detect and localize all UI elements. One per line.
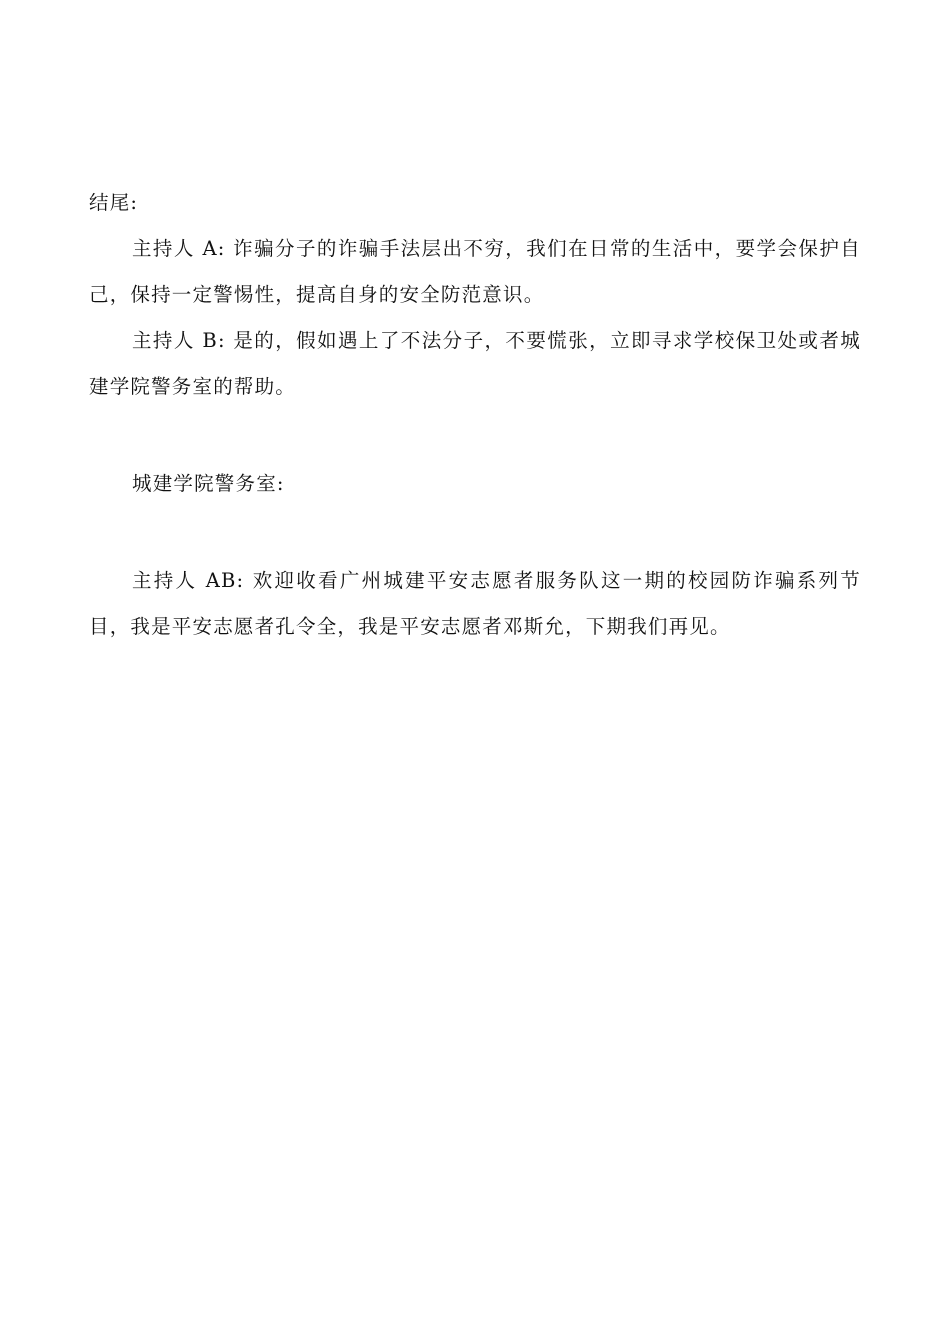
speaker-label: 主持人 AB: (132, 569, 245, 592)
paragraph-text: 欢迎收看广州城建平安志愿者服务队这一期的校园防诈骗系列节目，我是平安志愿者孔令全，我是平安志愿者邓斯允，下期我们再见。 (89, 569, 861, 638)
paragraph-host-b (89, 318, 861, 410)
section-heading: 结尾: (89, 191, 139, 214)
paragraph-police-office (89, 461, 861, 507)
paragraph-host-a (89, 226, 861, 318)
speaker-label: 城建学院警务室: (132, 472, 285, 495)
speaker-label: 主持人 B: (132, 329, 226, 352)
document-body (89, 180, 861, 650)
paragraph-host-ab (89, 558, 861, 650)
speaker-label: 主持人 A: (132, 237, 226, 260)
paragraph-text: 诈骗分子的诈骗手法层出不穷，我们在日常的生活中，要学会保护自己，保持一定警惕性，提高自身的安全防范意识。 (89, 237, 861, 306)
paragraph-text: 是的，假如遇上了不法分子，不要慌张，立即寻求学校保卫处或者城建学院警务室的帮助。 (89, 329, 861, 398)
